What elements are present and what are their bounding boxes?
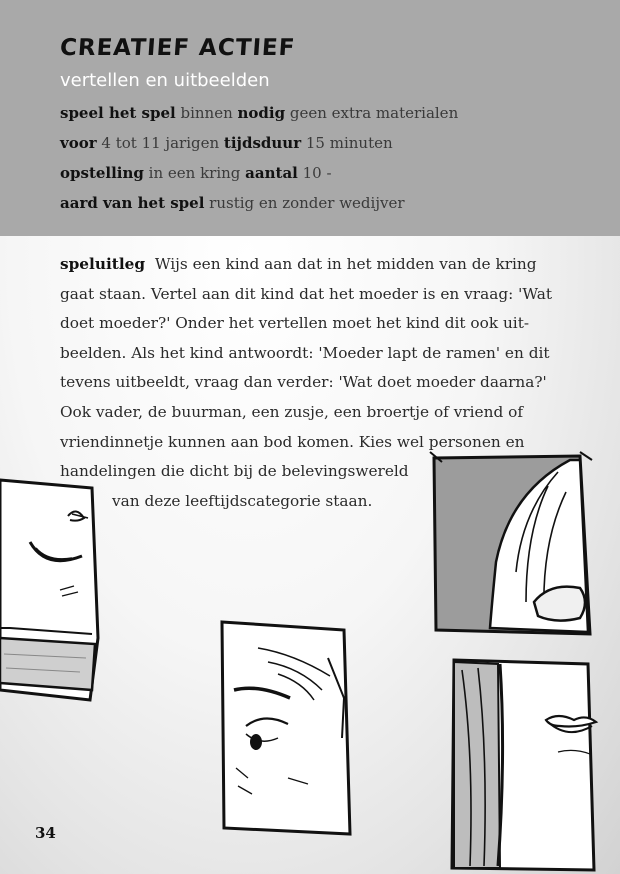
explanation-line: beelden. Als het kind antwoordt: 'Moeder lapt de ramen' en dit <box>60 343 550 362</box>
explanation-line: Ook vader, de buurman, een zusje, een broertje of vriend of <box>60 402 523 421</box>
page-title: CREATIEF ACTIEF <box>59 35 297 61</box>
meta-value: 4 tot 11 jarigen <box>96 134 224 152</box>
meta-label: voor <box>60 134 97 152</box>
meta-label: tijdsduur <box>223 134 302 152</box>
meta-value: 15 minuten <box>301 134 393 152</box>
meta-value: 10 - <box>297 164 332 182</box>
info-header <box>0 0 620 236</box>
meta-label: nodig <box>237 104 286 122</box>
eye-fragment-illustration <box>218 618 356 840</box>
hair-fragment-illustration <box>430 452 595 638</box>
meta-row-location-materials <box>60 104 458 122</box>
meta-label: opstelling <box>60 164 144 182</box>
meta-label: aantal <box>245 164 298 182</box>
explanation-line: tevens uitbeeldt, vraag dan verder: 'Wat doet moeder daarna?' <box>60 373 547 392</box>
meta-label: aard van het spel <box>60 194 205 212</box>
meta-row-age-duration <box>60 134 393 152</box>
explanation-line: handelingen die dicht bij de belevingswereld <box>60 462 409 481</box>
explanation-line: doet moeder?' Onder het vertellen moet het kind dit ook uit- <box>60 314 530 333</box>
page-subtitle: vertellen en uitbeelden <box>60 70 270 91</box>
explanation-line: van deze leeftijdscategorie staan. <box>112 491 373 510</box>
explanation-heading: speluitleg <box>60 255 146 273</box>
lips-fragment-illustration <box>448 656 598 874</box>
smile-fragment-illustration <box>0 478 100 700</box>
explanation-line: speluitleg Wijs een kind aan dat in het midden van de kring <box>60 255 537 273</box>
meta-row-game-type <box>60 194 405 212</box>
meta-value: binnen <box>175 104 238 122</box>
meta-value: in een kring <box>143 164 246 182</box>
meta-label: speel het spel <box>60 104 176 122</box>
meta-value: rustig en zonder wedijver <box>204 194 405 212</box>
page-number: 34 <box>35 824 56 842</box>
meta-value: geen extra materialen <box>285 104 459 122</box>
explanation-line: vriendinnetje kunnen aan bod komen. Kies wel personen en <box>60 432 525 451</box>
explanation-line: gaat staan. Vertel aan dit kind dat het moeder is en vraag: 'Wat <box>60 284 552 303</box>
meta-row-setup-count <box>60 164 332 182</box>
